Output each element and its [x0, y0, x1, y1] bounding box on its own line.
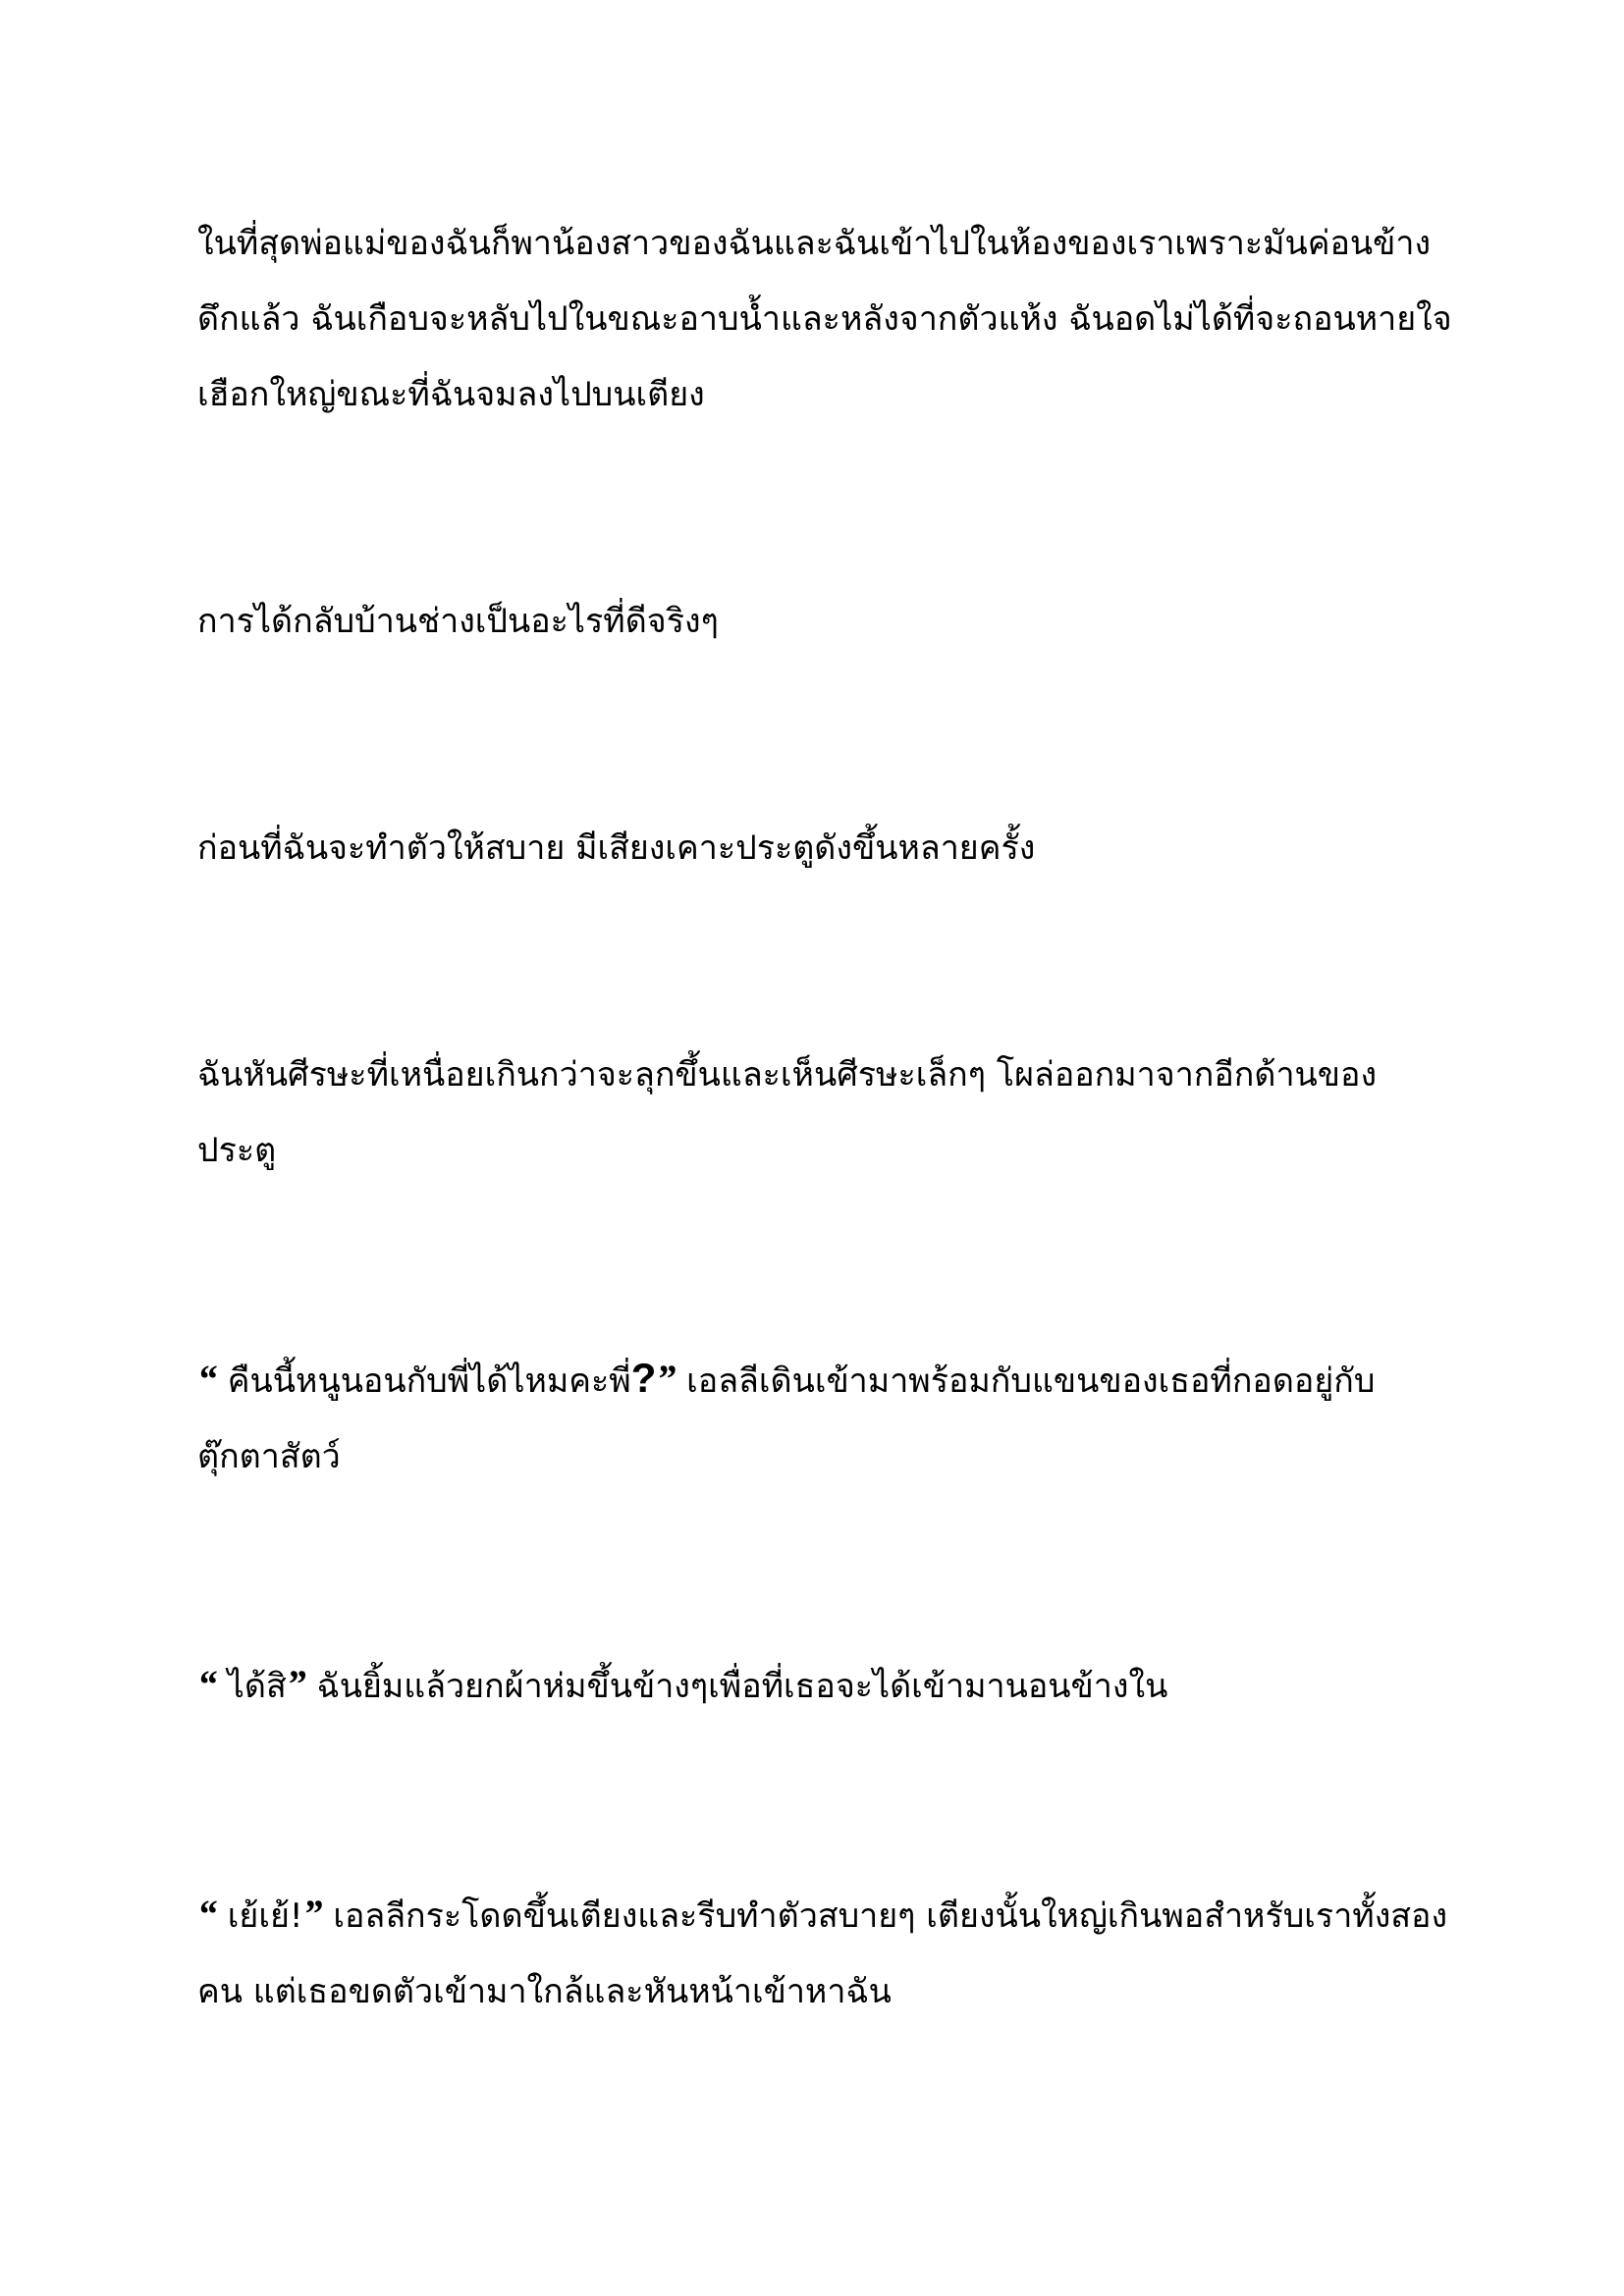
open-quote: “	[197, 1892, 217, 1936]
paragraph-7	[197, 1876, 1454, 2030]
dialogue-speech: ได้สิ	[217, 1667, 287, 1706]
document-body	[197, 206, 1454, 2030]
open-quote: “	[197, 1662, 217, 1706]
close-quote: ”	[656, 1357, 677, 1401]
open-quote: “	[197, 1357, 217, 1401]
paragraph-6	[197, 1646, 1454, 1725]
paragraph-5	[197, 1340, 1454, 1495]
question-mark: ?	[630, 1355, 657, 1401]
paragraph-1: ในที่สุดพ่อแม่ของฉันก็พาน้องสาวของฉันและฉันเข้าไปในห้องของเราเพราะมันค่อนข้างดึกแล้ว ฉันเกือบจะหลับไปในขณะอาบน้ำและหลังจากตัวแห้ง ฉันอดไม่ได้ที่จะถอนหายใจเฮือกใหญ่ขณะที่ฉันจมลงไปบนเตียง	[197, 224, 1452, 414]
dialogue-narration: เอลลีกระโดดขึ้นเตียงและรีบทำตัวสบายๆ เตียงนั้นใหญ่เกินพอสำหรับเราทั้งสองคน แต่เธอขดตัวเข้ามาใกล้และหันหน้าเข้าหาฉัน	[197, 1896, 1448, 2011]
dialogue-narration: ฉันยิ้มแล้วยกผ้าห่มขึ้นข้างๆเพื่อที่เธอจะได้เข้ามานอนข้างใน	[305, 1667, 1168, 1706]
close-quote: ”	[302, 1892, 323, 1936]
paragraph-3: ก่อนที่ฉันจะทำตัวให้สบาย มีเสียงเคาะประตูดังขึ้นหลายครั้ง	[197, 828, 1036, 868]
dialogue-narration: เอลลีเดินเข้ามาพร้อมกับแขนของเธอที่กอดอยู่กับตุ๊กตาสัตว์	[197, 1362, 1376, 1476]
dialogue-speech: เย้เย้!	[217, 1896, 303, 1936]
paragraph-4: ฉันหันศีรษะที่เหนื่อยเกินกว่าจะลุกขึ้นและเห็นศีรษะเล็กๆ โผล่ออกมาจากอีกด้านของประตู	[197, 1055, 1378, 1170]
dialogue-speech: คืนนี้หนูนอนกับพี่ได้ไหมคะพี่	[217, 1362, 631, 1401]
paragraph-2: การได้กลับบ้านช่างเป็นอะไรที่ดีจริงๆ	[197, 602, 719, 641]
close-quote: ”	[286, 1662, 306, 1706]
